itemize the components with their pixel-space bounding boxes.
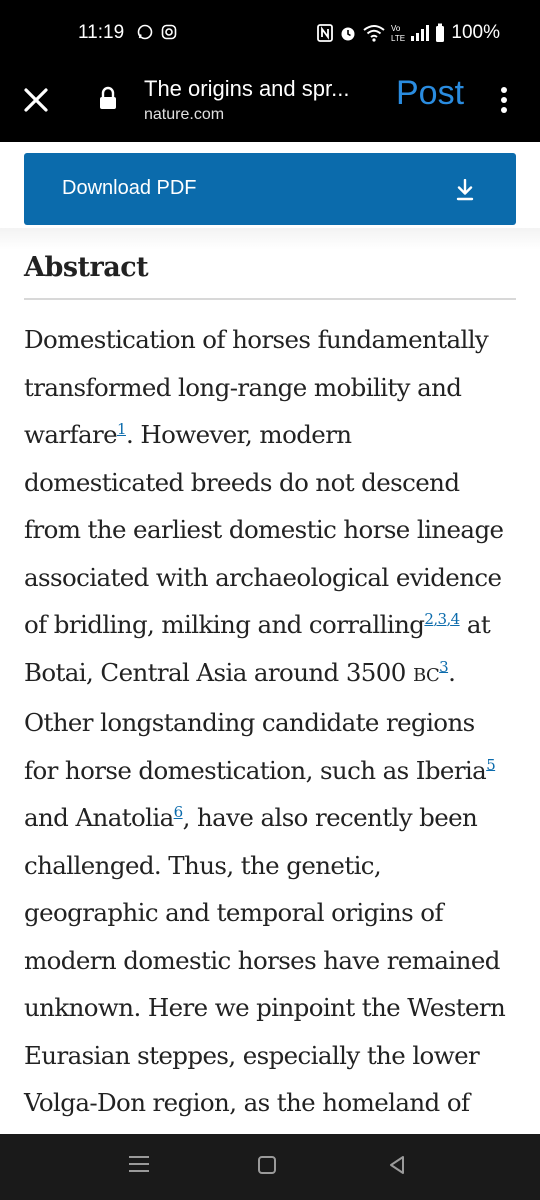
close-icon[interactable] (20, 84, 52, 116)
abstract-line: associated with archaeological evidence (24, 562, 502, 592)
recents-icon[interactable] (129, 1156, 149, 1176)
status-time: 11:19 (78, 22, 125, 43)
page-domain[interactable]: nature.com (144, 106, 225, 123)
status-bar (0, 0, 540, 66)
lock-icon (98, 86, 118, 110)
divider-shadow (0, 228, 540, 250)
abstract-line (24, 411, 524, 459)
text-segment: of bridling, milking and corralling (24, 610, 425, 639)
text-segment: , have also recently been (182, 803, 478, 832)
abstract-heading: Abstract (24, 252, 149, 283)
notification-icons (137, 24, 177, 40)
reference-link[interactable]: 3 (437, 609, 447, 628)
abstract-line: Domestication of horses fundamentally (24, 325, 489, 354)
reference-link[interactable]: 5 (486, 755, 496, 774)
text-segment: at (466, 610, 491, 639)
reference-link[interactable]: 4 (450, 609, 460, 628)
alarm-icon (339, 24, 357, 42)
heading-divider (24, 298, 516, 300)
abstract-line (24, 649, 524, 700)
abstract-line (24, 747, 524, 795)
abstract-line: from the earliest domestic horse lineage (24, 515, 504, 544)
abstract-line: Other longstanding candidate regions (24, 708, 475, 737)
browser-toolbar (0, 66, 540, 142)
text-segment: Botai, Central Asia around 3500 (24, 657, 406, 687)
abstract-line: challenged. Thus, the genetic, (24, 850, 382, 880)
system-nav-bar (0, 1134, 540, 1200)
abstract-line (24, 794, 524, 842)
download-icon (456, 179, 474, 201)
svg-text:Vo: Vo (391, 24, 401, 33)
abstract-line: modern domestic horses have remained (24, 945, 500, 975)
text-segment: for horse domestication, such as Iberia (24, 755, 487, 785)
system-status (317, 22, 500, 44)
abstract-line: transformed long-range mobility and (24, 372, 462, 402)
text-segment: warfare (24, 420, 117, 449)
signal-icon (411, 24, 429, 42)
text-segment: . (448, 657, 456, 687)
abstract-line: Eurasian steppes, especially the lower (24, 1040, 480, 1070)
more-options-icon[interactable] (496, 84, 512, 120)
instagram-icon (161, 24, 177, 40)
abstract-line: geographic and temporal origins of (24, 898, 443, 927)
home-icon[interactable] (258, 1156, 276, 1174)
post-button[interactable]: Post (396, 74, 465, 112)
reference-link[interactable]: 2 (424, 609, 434, 628)
battery-percent: 100% (451, 22, 500, 43)
whatsapp-icon (137, 24, 153, 40)
text-segment: BC (412, 664, 440, 686)
text-segment: and Anatolia (24, 803, 174, 832)
back-icon[interactable] (386, 1154, 408, 1176)
nfc-icon (317, 24, 333, 42)
wifi-icon (363, 24, 385, 42)
abstract-text (24, 316, 524, 1127)
abstract-line: of bridling, milking and corralling$^{2,3,4}$ at (24, 609, 491, 639)
volte-icon (391, 23, 405, 43)
download-pdf-label: Download PDF (62, 177, 197, 199)
download-pdf-button[interactable] (24, 153, 516, 225)
abstract-line: Volga-Don region, as the homeland of (24, 1088, 470, 1117)
reference-link[interactable]: 6 (173, 802, 183, 821)
battery-icon (435, 23, 445, 43)
reference-link[interactable]: 1 (116, 419, 126, 438)
text-segment: . However, modern (125, 420, 352, 449)
abstract-line: unknown. Here we pinpoint the Western (24, 993, 506, 1022)
svg-text:LTE: LTE (391, 34, 406, 43)
page-title[interactable]: The origins and spr... (144, 76, 350, 101)
reference-link[interactable]: 3 (439, 657, 449, 676)
abstract-line: domesticated breeds do not descend (24, 467, 460, 497)
